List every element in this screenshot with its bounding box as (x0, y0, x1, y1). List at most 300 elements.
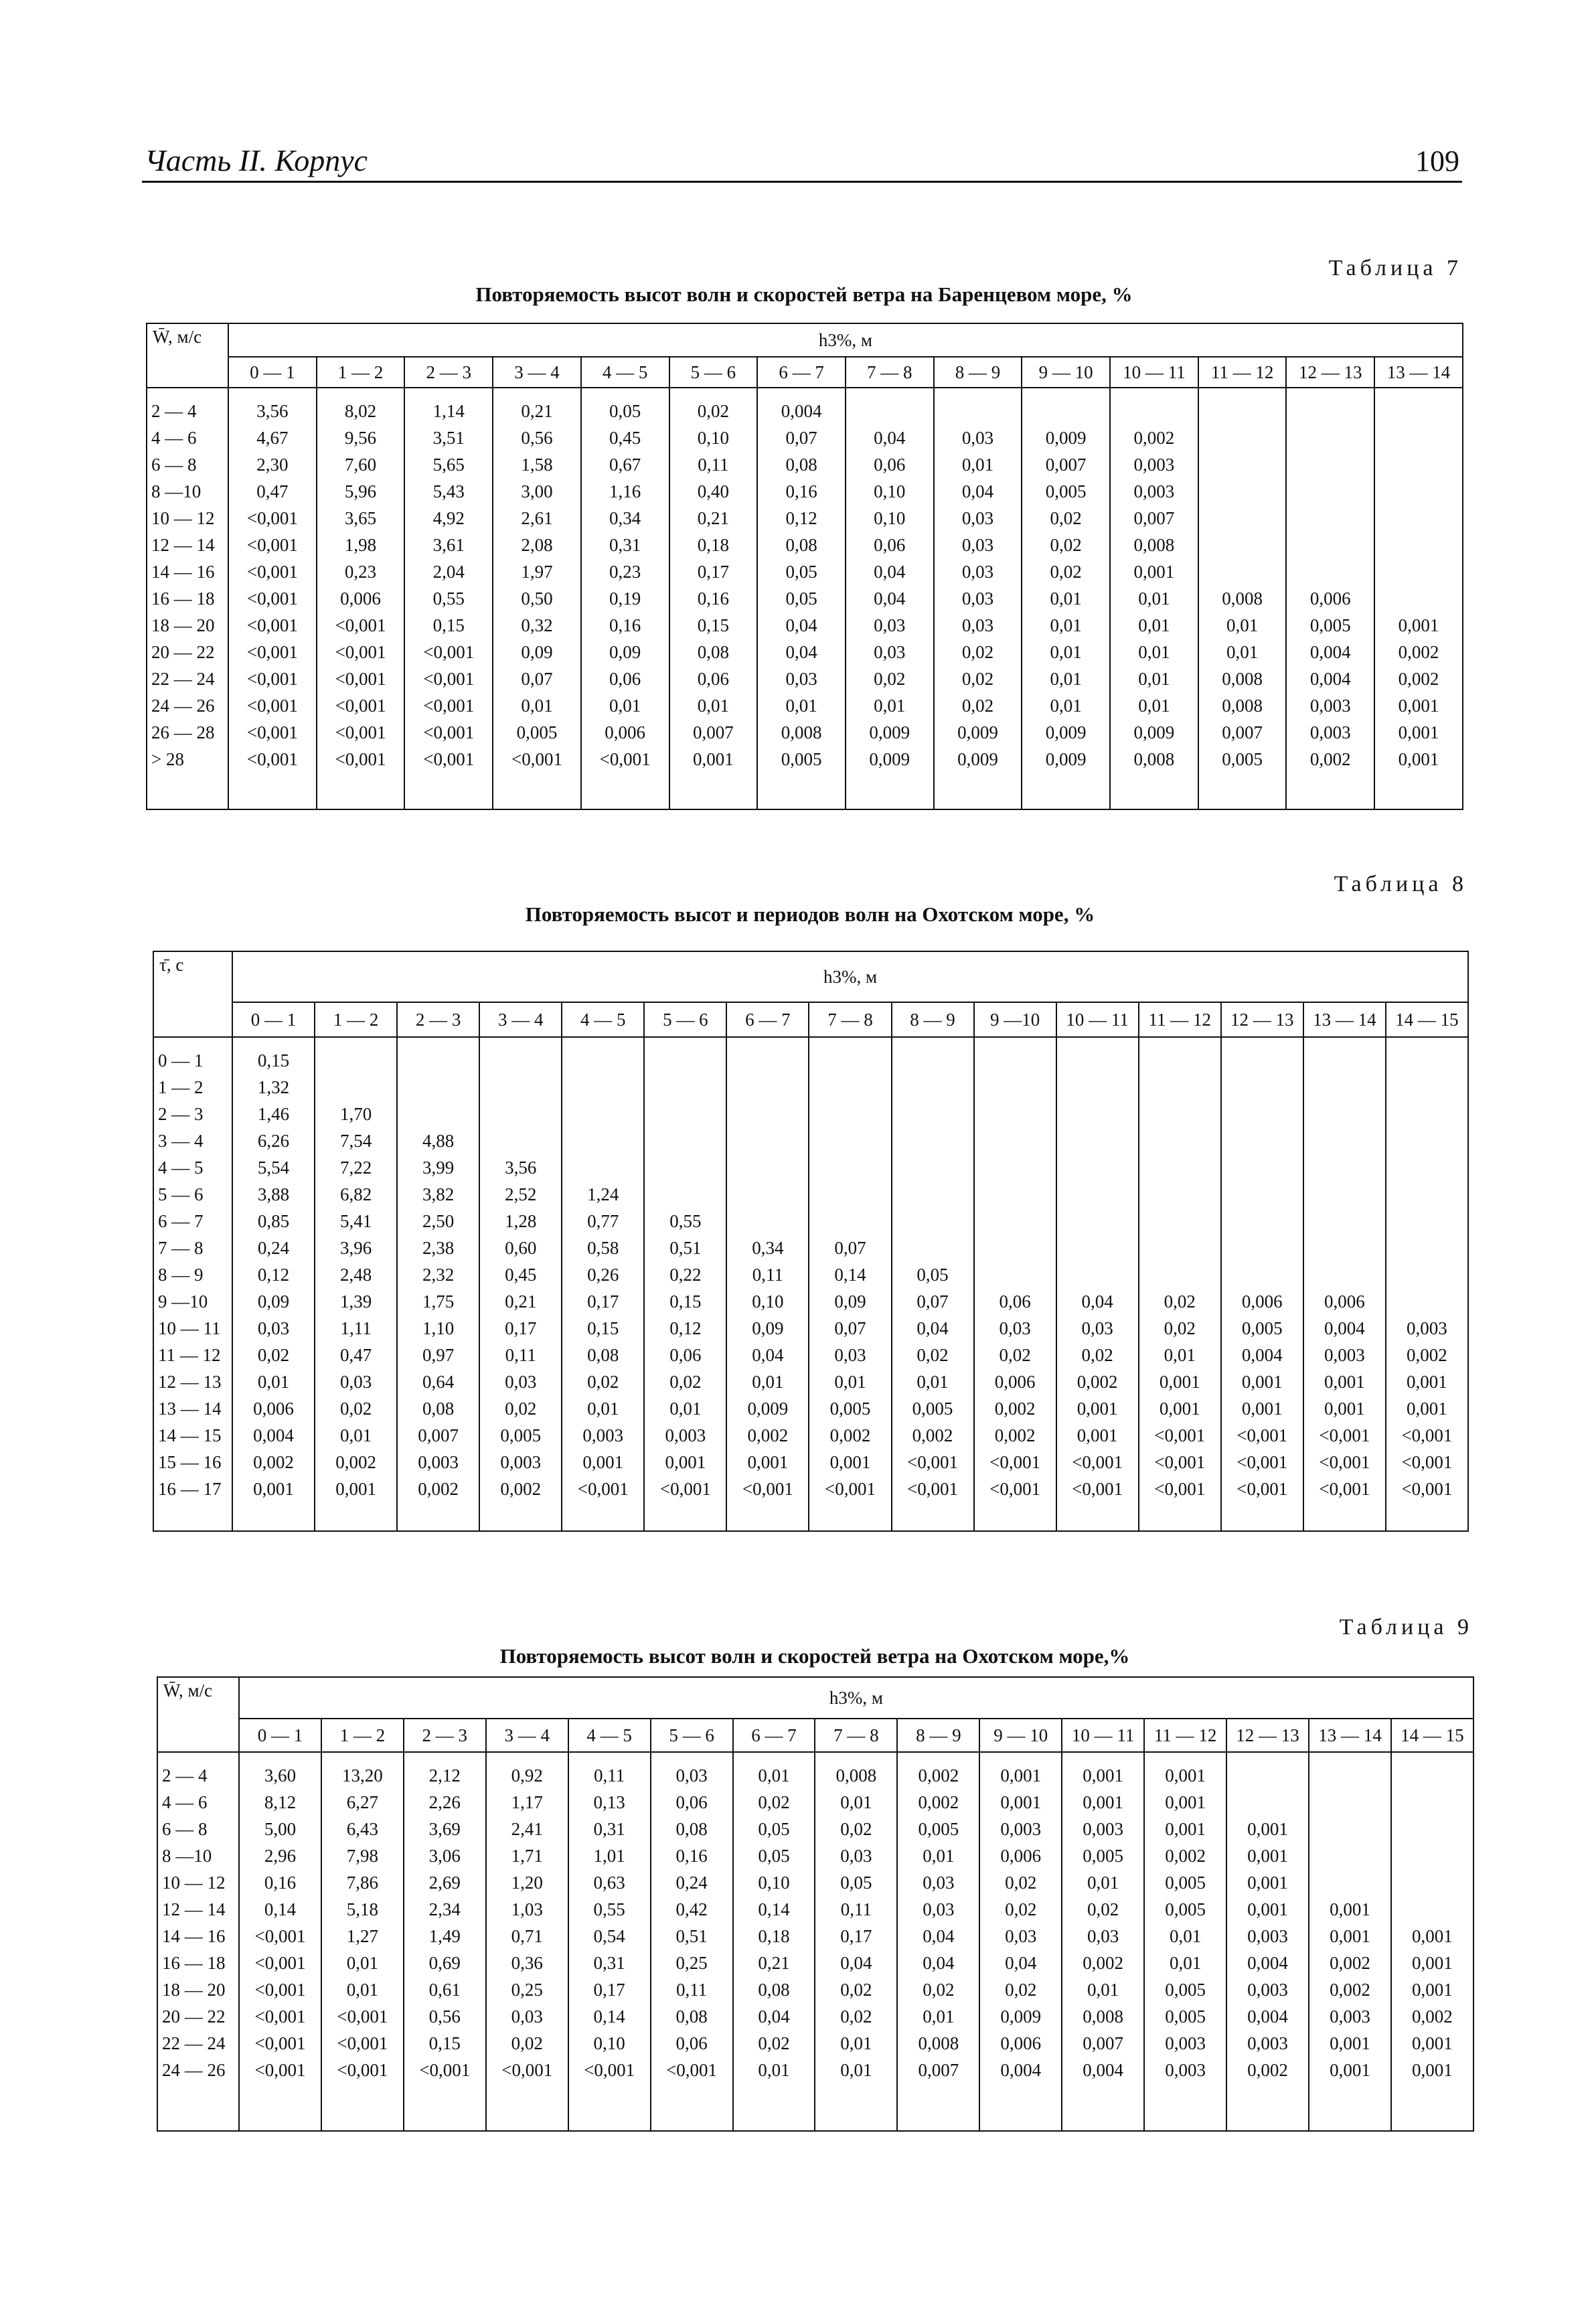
table-cell: 0,15 (669, 1291, 702, 1312)
table-cell: 0,01 (521, 696, 553, 716)
table-cell (645, 1181, 726, 1208)
table-cell: 0,02 (1005, 1873, 1037, 1893)
table-cell: 1,39 (339, 1291, 372, 1312)
table-cell (398, 1047, 479, 1074)
table-cell: 0,007 (692, 722, 734, 742)
table-cell (1386, 1235, 1467, 1261)
value-column (315, 1037, 397, 1531)
table-cell: 0,01 (1050, 615, 1082, 635)
table-title: Повторяемость высот волн и скоростей ветра на Охотском море,% (499, 1644, 1130, 1668)
table-cell (809, 1208, 890, 1235)
table-cell: 0,02 (961, 642, 994, 662)
table-cell: <0,001 (1401, 1452, 1453, 1472)
table-cell: 0,15 (432, 615, 465, 635)
table-cell: 1,32 (257, 1077, 290, 1097)
value-column (897, 1752, 979, 2131)
table-cell: 0,002 (253, 1452, 294, 1472)
table-cell: <0,001 (246, 508, 298, 528)
table-cell (727, 1074, 808, 1101)
table-cell: 0,007 (918, 2060, 959, 2080)
row-label: 10 — 12 (162, 1873, 226, 1893)
table-cell: 1,97 (521, 562, 553, 582)
table-cell: 0,001 (1412, 2033, 1453, 2053)
table-cell: <0,001 (907, 1452, 959, 1472)
table-cell: 0,008 (781, 722, 822, 742)
table-cell (727, 1154, 808, 1181)
table-cell: 0,01 (1050, 588, 1082, 609)
value-column (1286, 388, 1374, 809)
table-cell: <0,001 (423, 722, 475, 742)
column-header: 6 — 7 (733, 1719, 815, 1752)
table-cell (1287, 451, 1374, 478)
table-cell: 0,005 (1165, 2006, 1206, 2027)
table-cell: 0,97 (422, 1345, 455, 1365)
table-cell: 0,001 (1398, 615, 1439, 635)
table-cell: 0,001 (1412, 2060, 1453, 2080)
table-cell: 0,003 (1133, 481, 1175, 501)
table-cell: 0,001 (1159, 1399, 1200, 1419)
table-cell: 0,15 (257, 1050, 290, 1071)
value-column (562, 1037, 644, 1531)
table-cell (892, 1127, 973, 1154)
table-cell: <0,001 (246, 535, 298, 555)
table-cell: 0,003 (1165, 2033, 1206, 2053)
table-cell: 0,55 (593, 1899, 625, 1919)
table-cell: 0,004 (253, 1425, 294, 1445)
row-label: 2 — 3 (158, 1104, 204, 1124)
table-cell: 0,14 (834, 1265, 866, 1285)
table-cell (1392, 1762, 1473, 1789)
table-cell: 13,20 (342, 1765, 383, 1786)
column-header: 2 — 3 (404, 357, 493, 388)
table-9-section (157, 1607, 1473, 2136)
value-column (726, 1037, 809, 1531)
table-cell: 3,00 (521, 481, 553, 501)
table-cell: 0,001 (582, 1452, 624, 1472)
table-cell: 0,16 (675, 1846, 708, 1866)
table-cell: 0,14 (758, 1899, 790, 1919)
table-cell: 0,01 (1164, 1345, 1196, 1365)
table-cell: 0,06 (874, 535, 906, 555)
table-cell: 0,23 (609, 562, 641, 582)
table-cell (1222, 1181, 1303, 1208)
table-cell: 0,008 (1222, 669, 1263, 689)
table-cell (1304, 1181, 1385, 1208)
table-cell: 0,04 (916, 1318, 949, 1338)
table-cell: 0,05 (785, 588, 817, 609)
table-cell: 0,002 (1398, 642, 1439, 662)
column-header: 4 — 5 (568, 1719, 651, 1752)
table-cell: 0,002 (1247, 2060, 1288, 2080)
table-cell: 0,001 (1398, 749, 1439, 769)
value-column (404, 1752, 486, 2131)
table-cell (1057, 1047, 1138, 1074)
table-cell: 0,001 (1247, 1899, 1288, 1919)
table-cell: 0,17 (593, 1980, 625, 2000)
table-cell: 0,02 (923, 1980, 955, 2000)
table-cell: 0,01 (257, 1372, 290, 1392)
table-cell: 0,007 (1133, 508, 1175, 528)
table-cell: 0,01 (834, 1372, 866, 1392)
table-cell: 0,001 (1247, 1819, 1288, 1839)
table-label: Таблица 9 (1339, 1615, 1473, 1640)
table-cell (1199, 505, 1286, 532)
table-cell: 0,60 (505, 1238, 537, 1258)
table-cell: 0,07 (834, 1318, 866, 1338)
table-cell: 5,41 (339, 1211, 372, 1231)
table-cell (1375, 398, 1462, 424)
table-cell: 0,003 (665, 1425, 706, 1445)
table-cell: 1,70 (339, 1104, 372, 1124)
table-cell (1139, 1101, 1220, 1127)
table-cell: 0,07 (834, 1238, 866, 1258)
column-header: 13 — 14 (1303, 1002, 1386, 1037)
table-cell (1386, 1288, 1467, 1315)
table-cell: 0,001 (1398, 722, 1439, 742)
table-cell: 0,003 (582, 1425, 624, 1445)
table-cell: 0,002 (918, 1765, 959, 1786)
table-cell: 0,09 (834, 1291, 866, 1312)
table-cell: 0,03 (961, 535, 994, 555)
table-cell: 0,04 (785, 642, 817, 662)
table-cell: 0,002 (1133, 428, 1175, 448)
table-cell: 1,98 (344, 535, 377, 555)
table-cell: 1,58 (521, 455, 553, 475)
table-cell: 0,02 (840, 1819, 872, 1839)
table-cell (480, 1101, 561, 1127)
table-cell: 1,46 (257, 1104, 290, 1124)
value-column (815, 1752, 897, 2131)
table-cell (1386, 1154, 1467, 1181)
table-cell (1309, 1762, 1390, 1789)
table-cell: 0,07 (785, 428, 817, 448)
table-cell: 0,04 (961, 481, 994, 501)
table-cell (562, 1101, 643, 1127)
table-cell: 0,24 (675, 1873, 708, 1893)
table-cell: 6,26 (257, 1131, 290, 1151)
table-cell: 2,08 (521, 535, 553, 555)
table-cell: 0,04 (874, 588, 906, 609)
table-cell: 0,06 (999, 1291, 1031, 1312)
row-label: 8 — 9 (158, 1265, 204, 1285)
table-cell: <0,001 (824, 1479, 876, 1499)
table-cell: 0,004 (1247, 2006, 1288, 2027)
table-cell: 1,27 (346, 1926, 378, 1946)
value-column (669, 388, 758, 809)
table-cell: 0,14 (593, 2006, 625, 2027)
table-cell: 0,15 (697, 615, 729, 635)
table-cell: 0,001 (1407, 1399, 1447, 1419)
table-cell: 0,10 (758, 1873, 790, 1893)
table-cell (727, 1208, 808, 1235)
column-header: 8 — 9 (897, 1719, 979, 1752)
table-cell: 0,11 (840, 1899, 872, 1919)
table-cell: 0,002 (747, 1425, 789, 1445)
row-label: 6 — 8 (162, 1819, 208, 1839)
table-cell: 0,004 (1309, 642, 1351, 662)
table-cell: 0,47 (339, 1345, 372, 1365)
table-cell: <0,001 (1154, 1425, 1206, 1445)
table-cell (1304, 1101, 1385, 1127)
table-cell: 2,12 (428, 1765, 461, 1786)
column-header: 5 — 6 (651, 1719, 733, 1752)
table-cell: <0,001 (246, 696, 298, 716)
table-cell (1222, 1261, 1303, 1288)
table-cell (1199, 398, 1286, 424)
column-header: 9 — 10 (1022, 357, 1110, 388)
table-cell: 1,16 (609, 481, 641, 501)
row-label: 22 — 24 (162, 2033, 226, 2053)
table-cell (1375, 505, 1462, 532)
table-cell: <0,001 (742, 1479, 793, 1499)
table-cell (1386, 1181, 1467, 1208)
column-header: 0 — 1 (232, 1002, 315, 1037)
table-cell: 0,005 (912, 1399, 953, 1419)
table-cell: <0,001 (254, 1926, 306, 1946)
row-label: 10 — 11 (158, 1318, 221, 1338)
table-cell: <0,001 (1154, 1452, 1206, 1472)
table-cell: 0,003 (1165, 2060, 1206, 2080)
table-cell (1057, 1208, 1138, 1235)
table-cell: 0,01 (758, 1765, 790, 1786)
table-cell: 0,008 (918, 2033, 959, 2053)
table-cell: 0,009 (747, 1399, 789, 1419)
table-cell: 0,06 (609, 669, 641, 689)
table-cell: 0,005 (829, 1399, 871, 1419)
table-cell: 0,02 (1050, 508, 1082, 528)
table-cell: 0,02 (840, 1980, 872, 2000)
table-cell: 0,02 (1164, 1291, 1196, 1312)
table-cell (1057, 1235, 1138, 1261)
value-column (232, 1037, 315, 1531)
table-cell: <0,001 (907, 1479, 959, 1499)
table-cell (975, 1047, 1056, 1074)
table-cell: 0,002 (912, 1425, 953, 1445)
table-cell (1139, 1235, 1220, 1261)
table-cell (1287, 398, 1374, 424)
table-cell: 3,65 (344, 508, 377, 528)
value-column (1144, 1752, 1226, 2131)
table-cell: 0,16 (609, 615, 641, 635)
table-cell: 5,18 (346, 1899, 378, 1919)
table-cell: 0,009 (957, 749, 998, 769)
table-cell (1287, 558, 1374, 585)
data-table (153, 951, 1469, 1532)
table-cell (727, 1047, 808, 1074)
value-column (1110, 388, 1198, 809)
table-cell (1111, 398, 1198, 424)
table-cell: 1,20 (511, 1873, 543, 1893)
table-cell: 0,003 (1407, 1318, 1447, 1338)
table-cell: 0,23 (344, 562, 377, 582)
table-cell (1392, 1842, 1473, 1869)
table-cell: 0,01 (346, 1980, 378, 2000)
table-cell: 0,67 (609, 455, 641, 475)
table-cell (1057, 1127, 1138, 1154)
value-column (974, 1037, 1056, 1531)
table-cell: 0,03 (840, 1846, 872, 1866)
page-number: 109 (1415, 145, 1459, 177)
table-cell: 7,22 (339, 1158, 372, 1178)
value-column (397, 1037, 479, 1531)
row-label: 18 — 20 (162, 1980, 226, 2000)
table-cell (562, 1127, 643, 1154)
table-cell: 0,56 (521, 428, 553, 448)
table-cell: 0,008 (1083, 2006, 1124, 2027)
table-cell (892, 1154, 973, 1181)
value-column (1139, 1037, 1221, 1531)
table-cell: 0,001 (1330, 1926, 1370, 1946)
table-cell: 7,98 (346, 1846, 378, 1866)
table-cell: <0,001 (501, 2060, 553, 2080)
table-cell (1375, 532, 1462, 558)
row-label: 2 — 4 (162, 1765, 208, 1786)
table-cell: 0,002 (1083, 1953, 1124, 1973)
table-cell: 0,11 (594, 1765, 625, 1786)
table-cell: 0,08 (697, 642, 729, 662)
table-cell: 0,02 (1050, 562, 1082, 582)
table-cell: 0,08 (785, 535, 817, 555)
table-cell (398, 1101, 479, 1127)
column-header: 1 — 2 (315, 1002, 397, 1037)
table-cell: 0,01 (1138, 588, 1170, 609)
table-cell: <0,001 (1319, 1479, 1370, 1499)
table-cell: 0,009 (1133, 722, 1175, 742)
table-cell (727, 1181, 808, 1208)
row-label: 13 — 14 (158, 1399, 222, 1419)
row-label-column (157, 1752, 239, 2131)
table-cell: 0,09 (257, 1291, 290, 1312)
table-cell: 0,56 (428, 2006, 461, 2027)
table-cell (1057, 1101, 1138, 1127)
table-cell: 0,01 (923, 1846, 955, 1866)
data-table (157, 1676, 1474, 2132)
column-header: 4 — 5 (581, 357, 669, 388)
table-cell: 0,003 (1309, 696, 1351, 716)
table-cell: 3,60 (264, 1765, 297, 1786)
row-label: 26 — 28 (151, 722, 215, 742)
table-cell: 0,51 (669, 1238, 702, 1258)
table-cell (1222, 1208, 1303, 1235)
table-cell (1386, 1208, 1467, 1235)
table-cell: 0,31 (593, 1819, 625, 1839)
table-cell: <0,001 (1236, 1452, 1288, 1472)
table-cell: 2,38 (422, 1238, 455, 1258)
table-cell: 0,02 (587, 1372, 619, 1392)
table-cell: 0,02 (1087, 1899, 1119, 1919)
table-cell: 3,06 (428, 1846, 461, 1866)
table-cell: 0,01 (1138, 696, 1170, 716)
table-cell: 3,99 (422, 1158, 455, 1178)
table-cell: 0,08 (675, 2006, 708, 2027)
table-cell: <0,001 (254, 2006, 306, 2027)
table-cell: 3,96 (339, 1238, 372, 1258)
table-8-section (153, 864, 1467, 1533)
table-cell: 0,01 (1087, 1873, 1119, 1893)
row-label: 16 — 18 (162, 1953, 226, 1973)
table-cell: 0,001 (1398, 696, 1439, 716)
table-cell: 0,001 (1324, 1399, 1365, 1419)
table-cell: 7,86 (346, 1873, 378, 1893)
table-cell: 0,001 (1407, 1372, 1447, 1392)
row-label: 12 — 14 (162, 1899, 226, 1919)
table-cell: 0,05 (785, 562, 817, 582)
table-cell: 0,15 (587, 1318, 619, 1338)
table-cell: <0,001 (419, 2060, 471, 2080)
table-cell: 0,07 (521, 669, 553, 689)
table-cell (1304, 1208, 1385, 1235)
table-cell (809, 1074, 890, 1101)
table-cell: 0,03 (961, 508, 994, 528)
table-cell: 2,48 (339, 1265, 372, 1285)
value-column (644, 1037, 726, 1531)
table-cell: 0,001 (1412, 1980, 1453, 2000)
table-cell (1309, 1789, 1390, 1816)
table-cell: 0,004 (781, 401, 822, 421)
table-cell: 0,01 (1226, 642, 1259, 662)
column-header: 9 —10 (974, 1002, 1056, 1037)
table-cell: 0,001 (1083, 1792, 1124, 1812)
value-column (317, 388, 405, 809)
table-cell: 0,005 (500, 1425, 542, 1445)
table-cell: 0,02 (758, 1792, 790, 1812)
table-cell: 0,03 (785, 669, 817, 689)
table-cell (1139, 1261, 1220, 1288)
table-cell: 0,01 (609, 696, 641, 716)
table-cell: 0,12 (669, 1318, 702, 1338)
table-cell: <0,001 (1236, 1479, 1288, 1499)
table-cell: 0,004 (1083, 2060, 1124, 2080)
table-cell (1375, 558, 1462, 585)
table-cell (1222, 1154, 1303, 1181)
table-cell: 0,45 (505, 1265, 537, 1285)
table-cell: 0,11 (505, 1345, 536, 1365)
table-cell: 0,02 (1050, 535, 1082, 555)
value-column (493, 388, 581, 809)
table-cell: 0,10 (874, 508, 906, 528)
table-cell: 0,001 (1000, 1792, 1042, 1812)
table-cell: 0,006 (1309, 588, 1351, 609)
column-header: 3 — 4 (493, 357, 581, 388)
value-column (568, 1752, 651, 2131)
column-header: 12 — 13 (1221, 1002, 1303, 1037)
table-cell: 5,54 (257, 1158, 290, 1178)
table-cell: 9,56 (344, 428, 377, 448)
row-label: 1 — 2 (158, 1077, 204, 1097)
table-cell: 0,63 (593, 1873, 625, 1893)
table-cell (1392, 1816, 1473, 1842)
table-cell: 0,08 (587, 1345, 619, 1365)
table-title: Повторяемость высот и периодов волн на Охотском море, % (525, 902, 1095, 926)
table-cell: 0,06 (669, 1345, 702, 1365)
table-cell (892, 1208, 973, 1235)
table-cell: 0,71 (511, 1926, 543, 1946)
table-cell: 0,006 (1000, 1846, 1042, 1866)
table-cell (1392, 1896, 1473, 1923)
table-cell (1222, 1101, 1303, 1127)
table-cell: 0,04 (752, 1345, 784, 1365)
table-cell (1222, 1127, 1303, 1154)
table-cell: <0,001 (246, 562, 298, 582)
table-cell: 2,41 (511, 1819, 543, 1839)
table-cell: 0,002 (1330, 1953, 1370, 1973)
table-cell: 0,01 (840, 2060, 872, 2080)
table-cell: 0,03 (1005, 1926, 1037, 1946)
column-header: 1 — 2 (321, 1719, 404, 1752)
table-cell: 0,001 (1241, 1399, 1283, 1419)
table-cell: 0,17 (505, 1318, 537, 1338)
row-label: 9 —10 (158, 1291, 208, 1312)
